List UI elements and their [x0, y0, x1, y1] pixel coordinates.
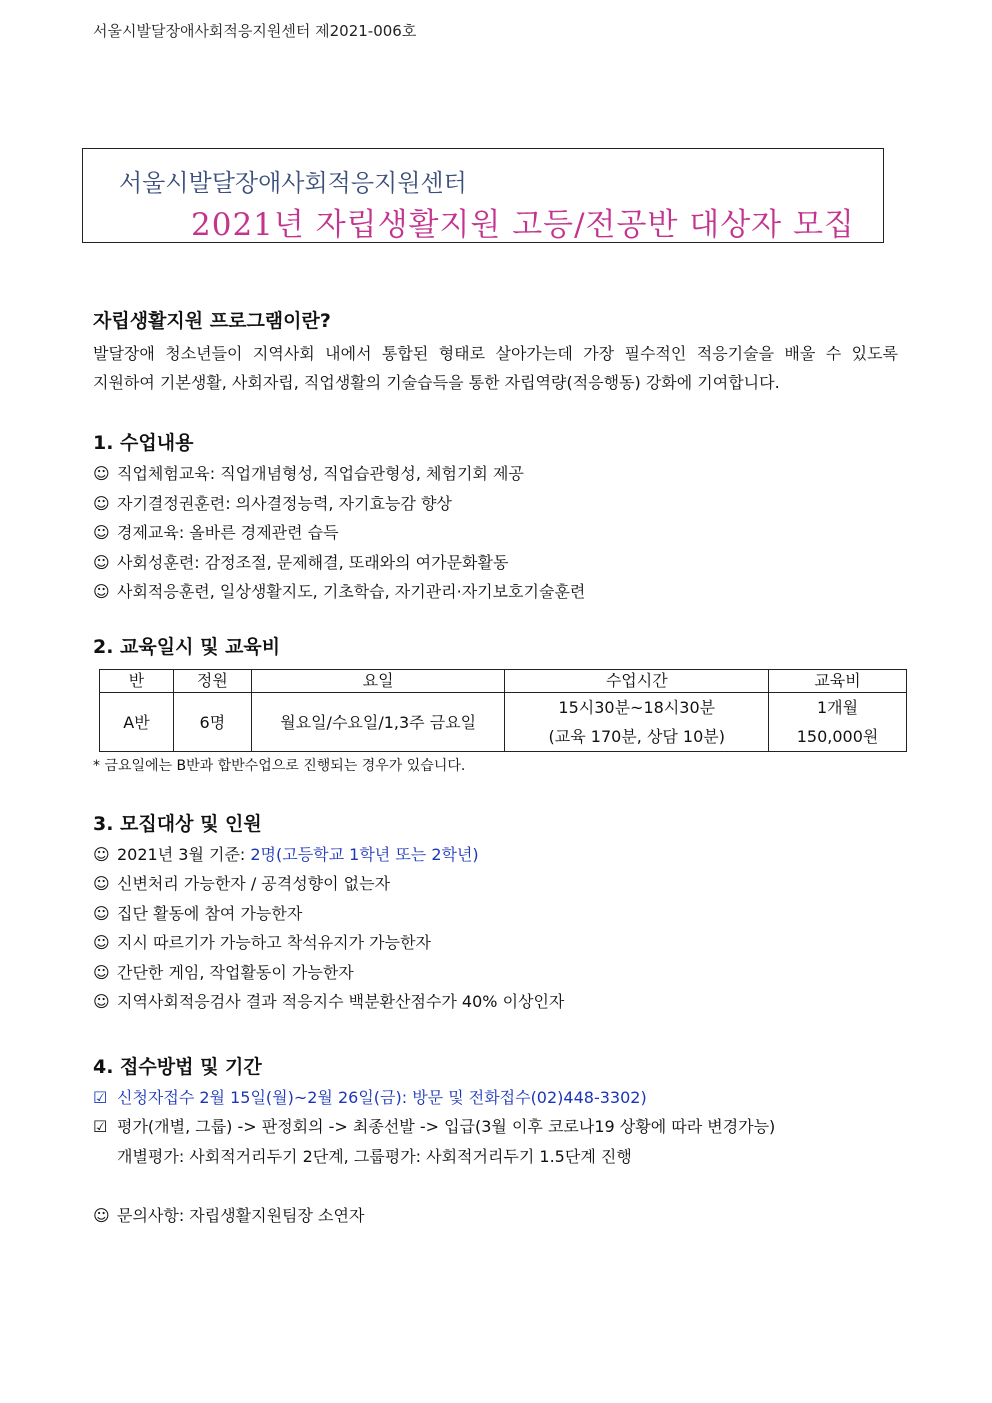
section-application [93, 1051, 898, 1172]
document-number: 서울시발달장애사회적응지원센터 제2021-006호 [93, 22, 417, 40]
list-item [93, 840, 898, 870]
document-body [93, 305, 898, 1231]
section-heading: 2. 교육일시 및 교육비 [93, 635, 281, 658]
section-heading: 4. 접수방법 및 기간 [93, 1055, 262, 1078]
list-item-text: 간단한 게임, 작업활동이 가능한자 [117, 962, 354, 982]
application-period: 신청자접수 2월 15일(월)~2월 26일(금): 방문 및 전화접수(02)448-3302) [117, 1087, 647, 1107]
contact-list [93, 1201, 898, 1231]
class-cell: A반 [100, 692, 174, 751]
list-item-text: 사회성훈련: 감정조절, 문제해결, 또래와의 여가문화활동 [117, 552, 509, 572]
list-item [93, 928, 898, 958]
evaluation-detail: 개별평가: 사회적거리두기 2단계, 그룹평가: 사회적거리두기 1.5단계 진행 [117, 1146, 632, 1166]
list-item [93, 1112, 898, 1142]
time-range: 15시30분~18시30분 [558, 697, 716, 717]
intro-text: 발달장애 청소년들이 지역사회 내에서 통합된 형태로 살아가는데 가장 필수적인 적응기술을 배울 수 있도록 지원하여 기본생활, 사회자립, 직업생활의 기술습득을 통한 자립역량(적응행동) 강화에 기여합니다. [93, 344, 898, 392]
table-note: * 금요일에는 B반과 합반수업으로 진행되는 경우가 있습니다. [93, 757, 466, 774]
list-item [93, 869, 898, 899]
list-item [93, 958, 898, 988]
list-item-text: 2021년 3월 기준: [117, 844, 251, 864]
title-box [82, 148, 884, 243]
smiley-icon: ☺ [93, 582, 110, 601]
checkbox-icon: ☑ [93, 1087, 108, 1107]
time-breakdown: (교육 170분, 상담 10분) [548, 726, 725, 746]
smiley-icon: ☺ [93, 962, 110, 982]
section-heading: 3. 모집대상 및 인원 [93, 812, 262, 835]
curriculum-list [93, 459, 898, 607]
smiley-icon: ☺ [93, 493, 110, 513]
table-header-row [100, 669, 907, 692]
list-item [93, 548, 898, 578]
smiley-icon: ☺ [93, 552, 110, 572]
smiley-icon: ☺ [93, 523, 110, 542]
capacity-cell: 6명 [173, 692, 251, 751]
recruit-count: 2명(고등학교 1학년 또는 2학년) [250, 844, 479, 864]
section-contact [93, 1201, 898, 1231]
smiley-icon: ☺ [93, 464, 110, 483]
fee-amount: 150,000원 [796, 726, 879, 746]
section-eligibility [93, 808, 898, 1017]
list-item [93, 489, 898, 519]
days-cell: 월요일/수요일/1,3주 금요일 [251, 692, 505, 751]
intro-section [93, 305, 898, 397]
section-curriculum [93, 427, 898, 607]
list-item [93, 899, 898, 929]
list-item [93, 1142, 898, 1172]
smiley-icon: ☺ [93, 933, 110, 952]
list-item-text: 사회적응훈련, 일상생활지도, 기초학습, 자기관리·자기보호기술훈련 [117, 582, 586, 601]
column-header: 요일 [251, 669, 505, 692]
list-item [93, 459, 898, 489]
smiley-icon: ☺ [93, 903, 110, 923]
list-item-text: 집단 활동에 참여 가능한자 [117, 903, 303, 923]
section-schedule [93, 631, 898, 778]
fee-cell [769, 692, 907, 751]
column-header: 교육비 [769, 669, 907, 692]
list-item [93, 987, 898, 1017]
list-item [93, 577, 898, 607]
application-list [93, 1083, 898, 1172]
organization-name: 서울시발달장애사회적응지원센터 [119, 169, 467, 197]
list-item [93, 1201, 898, 1231]
checkbox-icon: ☑ [93, 1117, 108, 1136]
list-item-text: 지역사회적응검사 결과 적응지수 백분환산점수가 40% 이상인자 [117, 992, 565, 1011]
list-item-text: 직업체험교육: 직업개념형성, 직업습관형성, 체험기회 제공 [117, 464, 524, 483]
column-header: 정원 [173, 669, 251, 692]
schedule-table [99, 669, 907, 752]
intro-heading: 자립생활지원 프로그램이란? [93, 310, 331, 332]
smiley-icon: ☺ [93, 1206, 110, 1225]
smiley-icon: ☺ [93, 992, 110, 1011]
column-header: 반 [100, 669, 174, 692]
table-row [100, 692, 907, 751]
list-item [93, 518, 898, 548]
column-header: 수업시간 [505, 669, 769, 692]
page-title: 2021년 자립생활지원 고등/전공반 대상자 모집 [191, 207, 855, 243]
contact-text: 문의사항: 자립생활지원팀장 소연자 [117, 1206, 365, 1225]
selection-process: 평가(개별, 그룹) -> 판정회의 -> 최종선발 -> 입급(3월 이후 코로나19 상황에 따라 변경가능) [117, 1117, 776, 1136]
list-item [93, 1083, 898, 1113]
section-heading: 1. 수업내용 [93, 432, 194, 454]
time-cell [505, 692, 769, 751]
list-item-text: 신변처리 가능한자 / 공격성향이 없는자 [117, 874, 391, 893]
eligibility-list [93, 840, 898, 1017]
fee-period: 1개월 [816, 697, 859, 717]
list-item-text: 자기결정권훈련: 의사결정능력, 자기효능감 향상 [117, 493, 452, 513]
smiley-icon: ☺ [93, 874, 110, 893]
list-item-text: 지시 따르기가 가능하고 착석유지가 가능한자 [117, 933, 432, 952]
list-item-text: 경제교육: 올바른 경제관련 습득 [117, 523, 339, 542]
smiley-icon: ☺ [93, 844, 110, 864]
